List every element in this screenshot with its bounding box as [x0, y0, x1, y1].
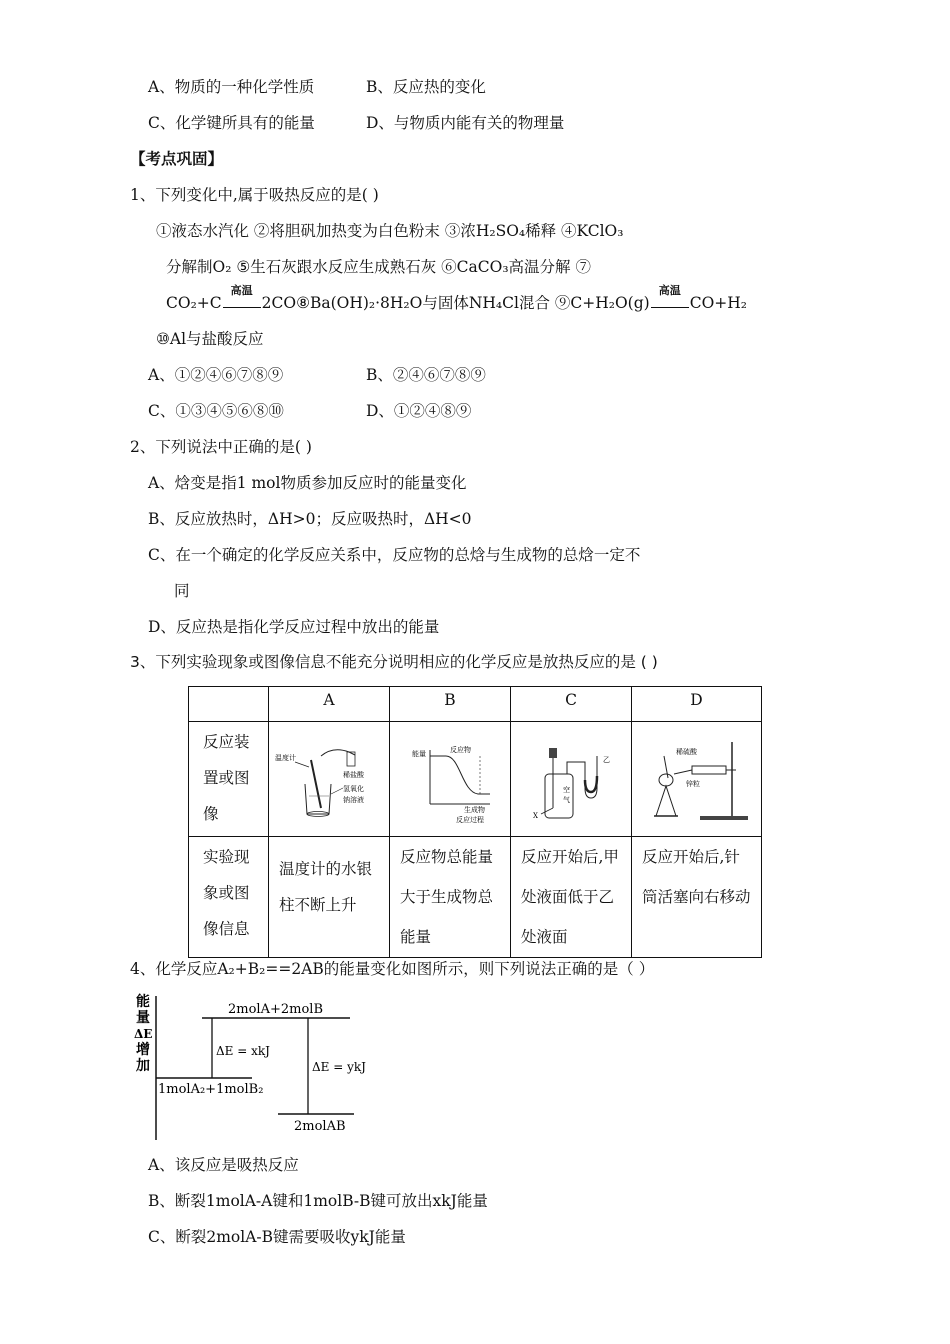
figure-a-thermometer-beaker: [269, 722, 389, 832]
figure-b-energy-graph: [390, 722, 510, 832]
fig-a-base-label-2: 钠溶液: [343, 796, 364, 804]
row2-cell-a: [269, 837, 390, 958]
prev-option-a: A、物质的一种化学性质: [148, 78, 315, 96]
figure-d-cell: [632, 722, 762, 837]
q1-option-a: A、①②④⑥⑦⑧⑨: [148, 366, 284, 384]
row1-label-cell: [189, 722, 269, 837]
delta-e-y-label: ΔE = ykJ: [312, 1060, 366, 1074]
fig-b-y-label: 能量: [412, 750, 426, 758]
q3-table: [188, 686, 762, 958]
q2-option-a: A、焓变是指1 mol物质参加反应时的能量变化: [148, 474, 467, 492]
y-axis-char-2: 量: [136, 1010, 150, 1026]
fig-c-air-label-1: 空: [563, 786, 570, 794]
header-b: B: [390, 687, 511, 722]
high-temp-condition: [223, 284, 261, 308]
q2-option-b: B、反应放热时，ΔH>0；反应吸热时，ΔH<0: [148, 510, 472, 528]
section-title: 【考点巩固】: [130, 150, 224, 168]
q1-stem: 1、下列变化中,属于吸热反应的是( ): [130, 186, 379, 204]
delta-e-x-label: ΔE = xkJ: [216, 1044, 270, 1058]
q2-option-c: C、在一个确定的化学反应关系中，反应物的总焓与生成物的总焓一定不: [148, 546, 641, 564]
q4-option-b: B、断裂1molA-A键和1molB-B键可放出xkJ能量: [148, 1192, 488, 1210]
figure-c-u-tube-apparatus: [511, 722, 631, 832]
row2-cell-c: [511, 837, 632, 958]
condition-label: 高温: [230, 284, 253, 297]
q3-stem: 3、下列实验现象或图像信息不能充分说明相应的化学反应是放热反应的是 ( ): [130, 653, 658, 671]
figure-c-cell: [511, 722, 632, 837]
prev-option-b: B、反应热的变化: [366, 78, 486, 96]
y-axis-char-4: 增: [136, 1042, 150, 1058]
high-temp-condition-2: [651, 284, 689, 308]
table-corner: [189, 687, 269, 722]
q4-energy-diagram: [132, 992, 372, 1144]
row2-label: 实验现象或图像信息: [203, 848, 250, 938]
q2-stem: 2、下列说法中正确的是( ): [130, 438, 312, 456]
row2-cell-b: [390, 837, 511, 958]
condition-label-2: 高温: [658, 284, 681, 297]
header-d: D: [632, 687, 762, 722]
row2-text-d: 反应开始后,针筒活塞向右移动: [642, 848, 751, 906]
q1-line3-a: CO₂+C: [166, 294, 222, 312]
y-axis-char-1: 能: [136, 994, 150, 1010]
prev-option-d: D、与物质内能有关的物理量: [366, 114, 565, 132]
figure-d-syringe-apparatus: [632, 722, 760, 832]
fig-a-acid-label: 稀盐酸: [343, 771, 364, 779]
q1-line3-b: 2CO⑧Ba(OH)₂·8H₂O与固体NH₄Cl混合 ⑨C+H₂O(g): [261, 294, 650, 312]
fig-d-acid-label: 稀硫酸: [676, 748, 697, 756]
q1-line3-c: CO+H₂: [689, 294, 747, 312]
fig-c-air-label-2: 气: [563, 796, 570, 804]
y-axis-char-3: ΔE: [134, 1027, 153, 1041]
header-c: C: [511, 687, 632, 722]
q1-option-c: C、①③④⑤⑥⑧⑩: [148, 402, 284, 420]
q1-line2: 分解制O₂ ⑤生石灰跟水反应生成熟石灰 ⑥CaCO₃高温分解 ⑦: [166, 258, 591, 276]
q1-option-d: D、①②④⑧⑨: [366, 402, 472, 420]
row2-text-a: 温度计的水银柱不断上升: [279, 860, 373, 914]
q2-option-c-cont: 同: [174, 582, 190, 600]
fig-b-product-label: 生成物: [464, 806, 485, 814]
fig-c-x-label: X: [533, 812, 538, 820]
row1-label: 反应装置或图像: [203, 733, 250, 823]
fig-b-reactant-label: 反应物: [450, 746, 471, 754]
y-axis-char-5: 加: [136, 1058, 150, 1074]
left-level-label: 1molA₂+1molB₂: [158, 1082, 264, 1097]
q1-line4: ⑩Al与盐酸反应: [156, 330, 264, 348]
q1-line3: [166, 284, 747, 314]
q4-stem: 4、化学反应A₂+B₂==2AB的能量变化如图所示，则下列说法正确的是（ ）: [130, 960, 655, 978]
row2-cell-d: [632, 837, 762, 958]
fig-c-yi-label: 乙: [603, 756, 610, 764]
fig-a-thermo-label: 温度计: [275, 754, 296, 762]
q1-line1: ①液态水汽化 ②将胆矾加热变为白色粉末 ③浓H₂SO₄稀释 ④KClO₃: [156, 222, 624, 240]
row2-text-c: 反应开始后,甲处液面低于乙处液面: [521, 848, 619, 946]
q2-option-d: D、反应热是指化学反应过程中放出的能量: [148, 618, 440, 636]
figure-a-cell: [269, 722, 390, 837]
fig-d-zinc-label: 锌粒: [686, 780, 700, 788]
header-a: A: [269, 687, 390, 722]
row2-text-b: 反应物总能量大于生成物总能量: [400, 848, 494, 946]
prev-option-c: C、化学键所具有的能量: [148, 114, 315, 132]
bottom-level-label: 2molAB: [294, 1119, 346, 1134]
q4-option-a: A、该反应是吸热反应: [148, 1156, 299, 1174]
fig-b-x-label: 反应过程: [456, 816, 484, 824]
top-level-label: 2molA+2molB: [228, 1002, 323, 1017]
row2-label-cell: [189, 837, 269, 958]
fig-a-base-label-1: 氢氧化: [343, 785, 364, 793]
q4-option-c: C、断裂2molA-B键需要吸收ykJ能量: [148, 1228, 406, 1246]
q1-option-b: B、②④⑥⑦⑧⑨: [366, 366, 486, 384]
figure-b-cell: [390, 722, 511, 837]
y-axis-label: [134, 993, 152, 1074]
